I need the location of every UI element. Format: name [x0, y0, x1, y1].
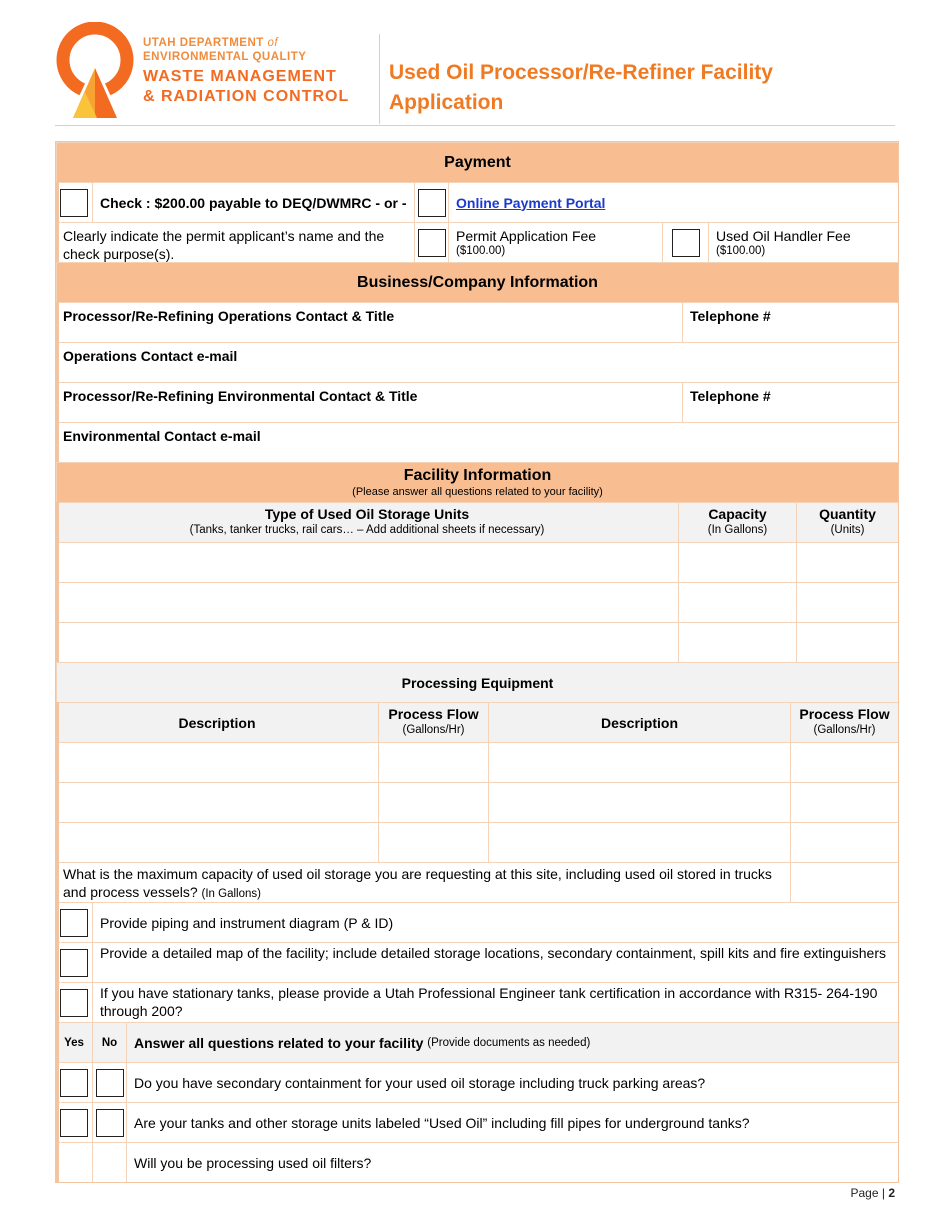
pid-checkbox[interactable]: [60, 909, 88, 937]
permit-fee-checkbox[interactable]: [418, 229, 446, 257]
question-text: Will you be processing used oil filters?: [126, 1143, 898, 1182]
yes-checkbox[interactable]: [60, 1069, 88, 1097]
env-contact-row: [56, 382, 898, 422]
ops-telephone-field[interactable]: Telephone #: [682, 303, 898, 342]
page-header: [55, 20, 895, 126]
online-payment-checkbox[interactable]: [418, 189, 446, 217]
description-header: Description: [178, 714, 256, 731]
attachment-text: Provide piping and instrument diagram (P & ID): [92, 903, 898, 942]
attachment-row: [56, 942, 898, 982]
questions-heading: Answer all questions related to your facility (Provide documents as needed): [126, 1023, 898, 1062]
check-payment-label: Check : $200.00 payable to DEQ/DWMRC - or -: [92, 183, 414, 222]
description-input[interactable]: [488, 783, 790, 822]
question-row: [56, 1102, 898, 1142]
storage-type-input[interactable]: [56, 543, 678, 582]
header-divider: [379, 34, 380, 124]
process-flow-header: Process Flow (Gallons/Hr): [790, 703, 898, 742]
description-input[interactable]: [56, 783, 378, 822]
no-checkbox[interactable]: [96, 1109, 124, 1137]
quantity-input[interactable]: [796, 623, 898, 662]
equipment-row: [56, 742, 898, 782]
yes-cell[interactable]: [56, 1143, 92, 1182]
process-flow-input[interactable]: [378, 743, 488, 782]
tank-certification-checkbox[interactable]: [60, 989, 88, 1017]
facility-map-checkbox[interactable]: [60, 949, 88, 977]
processing-header-row: [56, 702, 898, 742]
capacity-input[interactable]: [678, 583, 796, 622]
permit-fee-label: Permit Application Fee ($100.00): [448, 223, 662, 262]
equipment-row: [56, 822, 898, 862]
processing-heading: Processing Equipment: [56, 662, 898, 702]
payment-note: Clearly indicate the permit applicant’s name and the check purpose(s).: [63, 228, 385, 262]
deq-logo-icon: [55, 22, 135, 118]
process-flow-input[interactable]: [790, 743, 898, 782]
equipment-row: [56, 782, 898, 822]
ops-contact-field[interactable]: Processor/Re-Refining Operations Contact & Title: [63, 308, 395, 324]
process-flow-input[interactable]: [378, 823, 488, 862]
check-payment-checkbox[interactable]: [60, 189, 88, 217]
description-input[interactable]: [488, 743, 790, 782]
description-header: Description: [488, 703, 790, 742]
storage-header-row: [56, 502, 898, 542]
process-flow-input[interactable]: [790, 783, 898, 822]
storage-row: [56, 542, 898, 582]
capacity-header: Capacity (In Gallons): [678, 503, 796, 542]
payment-check-row: [56, 182, 898, 222]
process-flow-input[interactable]: [378, 783, 488, 822]
page-number: Page | 2: [850, 1186, 895, 1200]
max-capacity-input[interactable]: [790, 863, 898, 902]
business-heading: Business/Company Information: [56, 262, 898, 302]
env-telephone-field[interactable]: Telephone #: [682, 383, 898, 422]
handler-fee-label: Used Oil Handler Fee ($100.00): [708, 223, 898, 262]
question-text: Do you have secondary containment for your used oil storage including truck parking areas?: [126, 1063, 898, 1102]
capacity-input[interactable]: [678, 543, 796, 582]
description-input[interactable]: [56, 743, 378, 782]
capacity-input[interactable]: [678, 623, 796, 662]
env-email-field[interactable]: Environmental Contact e-mail: [63, 428, 261, 444]
handler-fee-checkbox[interactable]: [672, 229, 700, 257]
storage-type-input[interactable]: [56, 583, 678, 622]
storage-type-input[interactable]: [56, 623, 678, 662]
ops-email-field[interactable]: Operations Contact e-mail: [63, 348, 238, 364]
attachment-row: [56, 982, 898, 1022]
yes-header: Yes: [64, 1036, 84, 1049]
no-checkbox[interactable]: [96, 1069, 124, 1097]
question-row: [56, 1142, 898, 1182]
payment-heading: Payment: [56, 142, 898, 182]
payment-fee-row: [56, 222, 898, 262]
storage-row: [56, 582, 898, 622]
facility-heading: Facility Information (Please answer all questions related to your facility): [56, 462, 898, 502]
process-flow-header: Process Flow (Gallons/Hr): [378, 703, 488, 742]
page-title: Used Oil Processor/Re-Refiner Facility Application: [389, 61, 773, 114]
question-text: Are your tanks and other storage units labeled “Used Oil” including fill pipes for underground tanks?: [126, 1103, 898, 1142]
attachment-text: Provide a detailed map of the facility; include detailed storage locations, secondary containment, spill kits and fire extinguishers: [92, 943, 898, 982]
attachment-row: [56, 902, 898, 942]
max-capacity-row: [56, 862, 898, 902]
quantity-input[interactable]: [796, 543, 898, 582]
max-capacity-question: What is the maximum capacity of used oil storage you are requesting at this site, including used oil stored in trucks and process vessels? (In Gallons): [63, 866, 772, 900]
storage-type-header: Type of Used Oil Storage Units (Tanks, tanker trucks, rail cars… – Add additional sheets if necessary): [189, 506, 545, 536]
no-header: No: [92, 1023, 126, 1062]
questions-header-row: [56, 1022, 898, 1062]
ops-contact-row: [56, 302, 898, 342]
description-input[interactable]: [488, 823, 790, 862]
storage-row: [56, 622, 898, 662]
ops-email-row: [56, 342, 898, 382]
question-row: [56, 1062, 898, 1102]
online-payment-portal-link[interactable]: Online Payment Portal: [456, 194, 606, 211]
process-flow-input[interactable]: [790, 823, 898, 862]
env-email-row: [56, 422, 898, 462]
application-form: [55, 141, 899, 1183]
agency-name: UTAH DEPARTMENT of ENVIRONMENTAL QUALITY WASTE MANAGEMENT & RADIATION CONTROL: [143, 37, 350, 105]
env-contact-field[interactable]: Processor/Re-Refining Environmental Contact & Title: [63, 388, 418, 404]
yes-checkbox[interactable]: [60, 1109, 88, 1137]
no-cell[interactable]: [92, 1143, 126, 1182]
description-input[interactable]: [56, 823, 378, 862]
quantity-input[interactable]: [796, 583, 898, 622]
header-rule: [55, 125, 895, 126]
quantity-header: Quantity (Units): [796, 503, 898, 542]
attachment-text: If you have stationary tanks, please provide a Utah Professional Engineer tank certification in accordance with R315- 264-190 through 200?: [92, 983, 898, 1022]
